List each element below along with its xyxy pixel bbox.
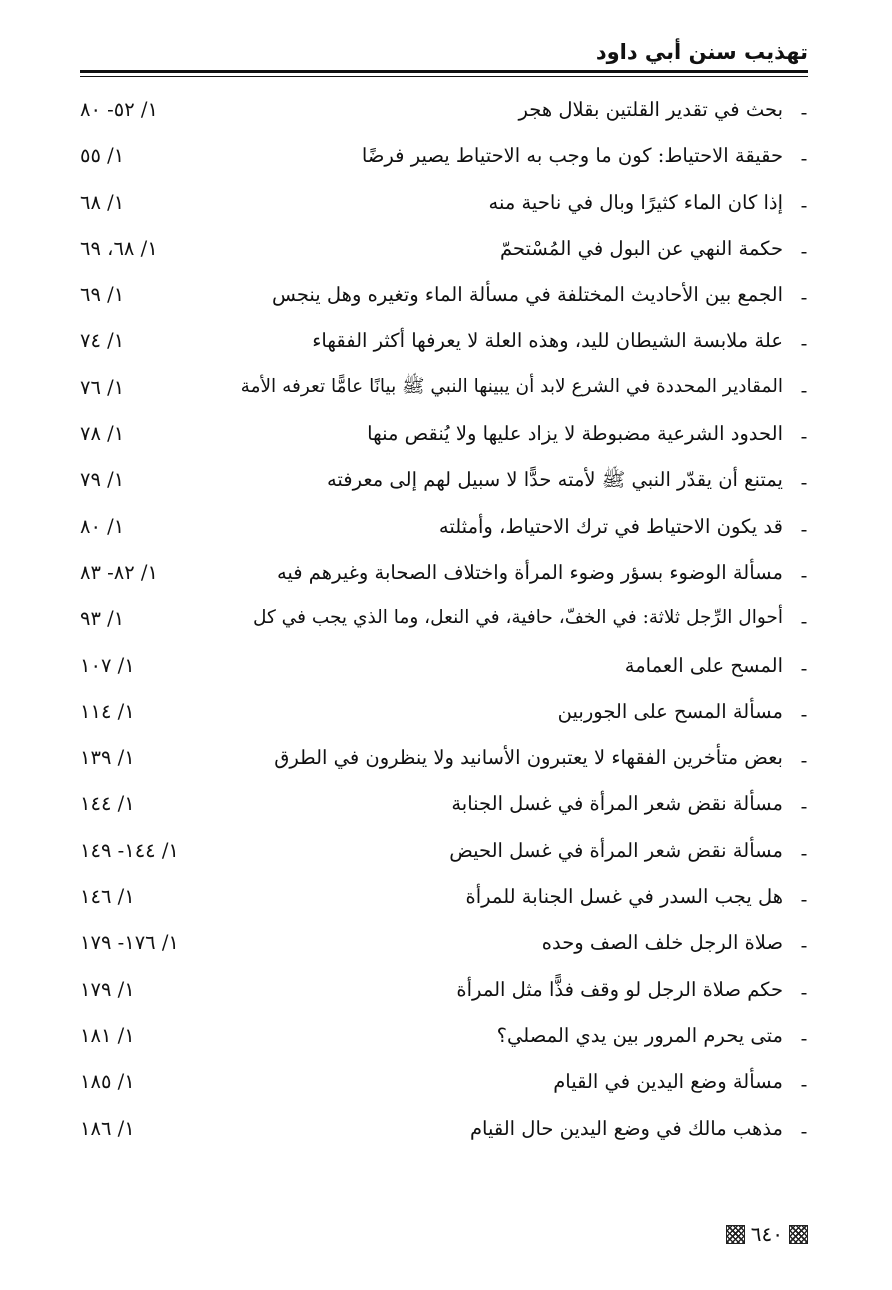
entry-dash: - <box>800 377 808 402</box>
entry-topic: الجمع بين الأحاديث المختلفة في مسألة الماء وتغيره وهل ينجس <box>271 283 783 307</box>
entry-topic: يمتنع أن يقدّر النبي ﷺ لأمته حدًّا لا سبيل لهم إلى معرفته <box>326 468 783 492</box>
entry-reference: ١/ ٧٦ <box>80 375 125 399</box>
index-entry <box>75 183 813 229</box>
entry-dash: - <box>800 562 808 587</box>
entry-reference: ١/ ٨٢- ٨٣ <box>80 560 158 584</box>
entry-dash: - <box>800 331 808 356</box>
entry-reference: ١/ ١٤٦ <box>80 885 135 909</box>
entry-reference: ١/ ٦٨ <box>80 190 125 214</box>
entry-topic: بحث في تقدير القلتين بقلال هجر <box>518 98 783 121</box>
header-rule-thin <box>80 76 808 77</box>
entry-topic: حكمة النهي عن البول في المُسْتحمّ <box>499 236 783 260</box>
entry-reference: ١/ ١٨٥ <box>80 1070 135 1094</box>
index-entry <box>75 1016 813 1062</box>
index-entry <box>75 970 813 1016</box>
entry-reference: ١/ ١٤٤ <box>80 792 135 816</box>
index-entry <box>75 923 813 969</box>
index-entry <box>75 229 813 275</box>
index-entry <box>75 692 813 738</box>
entry-topic: متى يحرم المرور بين يدي المصلي؟ <box>496 1023 783 1047</box>
index-entry <box>75 599 813 645</box>
entry-dash: - <box>800 516 808 541</box>
entry-dash: - <box>800 470 808 495</box>
entry-reference: ١/ ٥٥ <box>80 144 125 168</box>
entry-topic: مسألة نقض شعر المرأة في غسل الحيض <box>449 838 783 862</box>
entry-dash: - <box>800 285 808 310</box>
entry-reference: ١/ ١٧٩ <box>80 977 135 1001</box>
entry-topic: مسألة المسح على الجوربين <box>557 699 783 723</box>
page-footer <box>726 1222 808 1246</box>
entry-dash: - <box>800 933 808 958</box>
entry-topic: مسألة وضع اليدين في القيام <box>553 1070 783 1094</box>
entry-topic: الحدود الشرعية مضبوطة لا يزاد عليها ولا يُنقص منها <box>367 422 783 446</box>
entry-dash: - <box>800 1118 808 1143</box>
entry-dash: - <box>800 1025 808 1050</box>
entry-topic: المسح على العمامة <box>624 653 783 677</box>
index-entry <box>75 136 813 182</box>
entry-dash: - <box>800 609 808 634</box>
index-entry <box>75 90 813 136</box>
index-entry <box>75 738 813 784</box>
entry-reference: ١/ ١٠٧ <box>80 653 135 677</box>
entry-topic: هل يجب السدر في غسل الجنابة للمرأة <box>465 885 783 909</box>
entry-dash: - <box>800 979 808 1004</box>
entry-reference: ١/ ٩٣ <box>80 607 125 631</box>
index-entry <box>75 275 813 321</box>
entry-dash: - <box>800 840 808 865</box>
entry-dash: - <box>800 146 808 171</box>
index-entry <box>75 1109 813 1155</box>
entry-dash: - <box>800 424 808 449</box>
header-rule-thick <box>80 70 808 73</box>
entry-topic: مذهب مالك في وضع اليدين حال القيام <box>469 1116 783 1140</box>
page-number: ٦٤٠ <box>750 1222 783 1246</box>
entry-dash: - <box>800 701 808 726</box>
entry-dash: - <box>800 238 808 263</box>
entry-topic: قد يكون الاحتياط في ترك الاحتياط، وأمثلته <box>438 514 783 538</box>
index-entry <box>75 368 813 414</box>
entry-dash: - <box>800 887 808 912</box>
index-entry <box>75 460 813 506</box>
entry-reference: ١/ ٧٨ <box>80 422 125 446</box>
entry-topic: علة ملابسة الشيطان لليد، وهذه العلة لا يعرفها أكثر الفقهاء <box>312 329 783 353</box>
entry-reference: ١/ ١١٤ <box>80 699 135 723</box>
index-entry-list <box>75 90 813 1155</box>
entry-topic: مسألة الوضوء بسؤر وضوء المرأة واختلاف الصحابة وغيرهم فيه <box>276 560 783 584</box>
index-entry <box>75 553 813 599</box>
entry-reference: ١/ ٧٩ <box>80 468 125 492</box>
entry-reference: ١/ ٨٠ <box>80 514 125 538</box>
index-entry <box>75 414 813 460</box>
index-entry <box>75 321 813 367</box>
ornament-right-icon <box>789 1225 808 1244</box>
entry-dash: - <box>800 100 808 124</box>
entry-topic: أحوال الرِّجل ثلاثة: في الخفّ، حافية، في النعل، وما الذي يجب في كل <box>252 607 783 629</box>
index-entry <box>75 831 813 877</box>
entry-dash: - <box>800 794 808 819</box>
entry-reference: ١/ ٧٤ <box>80 329 125 353</box>
index-entry <box>75 646 813 692</box>
entry-topic: حقيقة الاحتياط: كون ما وجب به الاحتياط يصير فرضًا <box>361 144 783 168</box>
entry-dash: - <box>800 655 808 680</box>
entry-reference: ١/ ١٨٦ <box>80 1116 135 1140</box>
entry-dash: - <box>800 192 808 217</box>
entry-reference: ١/ ٦٩ <box>80 283 125 307</box>
entry-dash: - <box>800 748 808 773</box>
entry-reference: ١/ ٥٢- ٨٠ <box>80 98 158 121</box>
entry-topic: مسألة نقض شعر المرأة في غسل الجنابة <box>451 792 783 816</box>
index-entry <box>75 784 813 830</box>
page-header-title: تهذيب سنن أبي داود <box>595 40 808 64</box>
index-entry <box>75 507 813 553</box>
entry-topic: حكم صلاة الرجل لو وقف فذًّا مثل المرأة <box>456 977 783 1001</box>
entry-topic: إذا كان الماء كثيرًا وبال في ناحية منه <box>488 190 783 214</box>
entry-topic: المقادير المحددة في الشرع لابد أن يبينها النبي ﷺ بيانًا عامًّا تعرفه الأمة <box>240 375 783 397</box>
entry-reference: ١/ ٦٨، ٦٩ <box>80 236 158 260</box>
ornament-left-icon <box>726 1225 745 1244</box>
entry-reference: ١/ ١٨١ <box>80 1023 135 1047</box>
entry-reference: ١/ ١٤٤- ١٤٩ <box>80 838 179 862</box>
entry-dash: - <box>800 1072 808 1097</box>
entry-reference: ١/ ١٣٩ <box>80 746 135 770</box>
entry-reference: ١/ ١٧٦- ١٧٩ <box>80 931 179 955</box>
entry-topic: بعض متأخرين الفقهاء لا يعتبرون الأسانيد ولا ينظرون في الطرق <box>274 746 783 770</box>
index-entry <box>75 1062 813 1108</box>
entry-topic: صلاة الرجل خلف الصف وحده <box>541 931 783 955</box>
index-entry <box>75 877 813 923</box>
